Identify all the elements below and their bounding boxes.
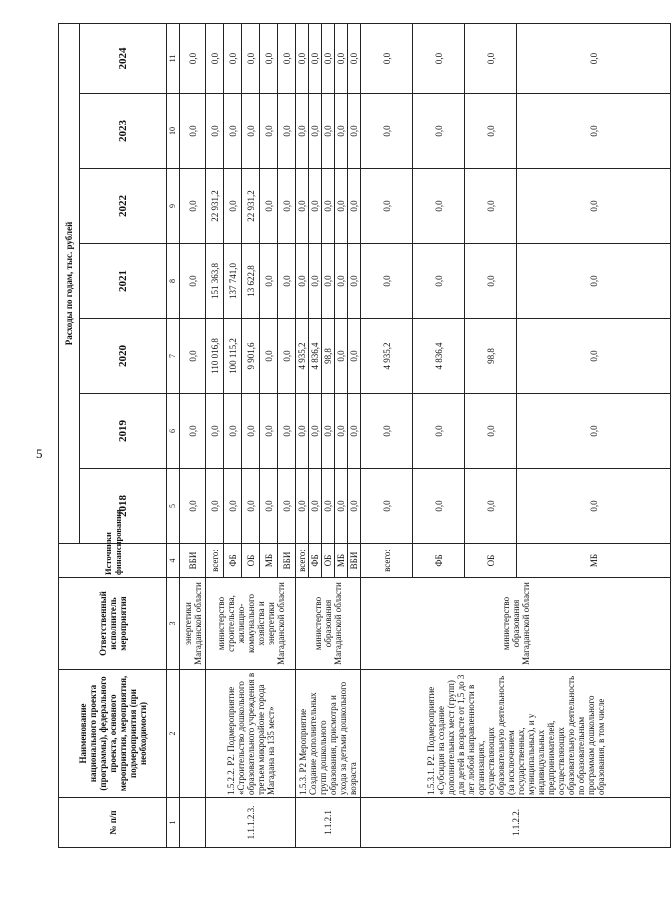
value-cell: 4 836,4	[413, 319, 465, 394]
value-cell: 0,0	[180, 169, 206, 244]
source-cell: ФБ	[309, 544, 322, 578]
value-cell: 0,0	[260, 23, 278, 93]
row-executor: энергетики Магаданской области	[180, 578, 206, 670]
source-cell: ОБ	[465, 544, 517, 578]
value-cell: 0,0	[260, 169, 278, 244]
value-cell: 0,0	[242, 469, 260, 544]
value-cell: 0,0	[348, 469, 361, 544]
value-cell: 0,0	[322, 23, 335, 93]
table-row	[206, 23, 224, 847]
value-cell: 0,0	[335, 94, 348, 169]
value-cell: 0,0	[335, 169, 348, 244]
value-cell: 0,0	[260, 394, 278, 469]
value-cell: 0,0	[348, 94, 361, 169]
source-cell: МБ	[335, 544, 348, 578]
source-cell: всего:	[296, 544, 309, 578]
value-cell: 13 622,8	[242, 244, 260, 319]
value-cell: 0,0	[296, 469, 309, 544]
header-name: Наименование национального проекта (программы), федерального проекта, основного мероприятия, мероприятия, подмероприятия (при необходимости)	[59, 670, 167, 798]
row-number: 1.1.2.1	[296, 798, 361, 848]
year-2019: 2019	[80, 394, 167, 469]
header-row	[59, 23, 80, 847]
source-cell: всего:	[361, 544, 413, 578]
value-cell: 0,0	[309, 94, 322, 169]
value-cell: 0,0	[309, 169, 322, 244]
value-cell: 0,0	[465, 244, 517, 319]
value-cell: 9 901,6	[242, 319, 260, 394]
row-number: 1.1.1.2.3.	[206, 798, 296, 848]
value-cell: 0,0	[517, 394, 671, 469]
value-cell: 0,0	[517, 244, 671, 319]
header-num: № п/п	[59, 798, 167, 848]
value-cell: 0,0	[206, 23, 224, 93]
col-number: 9	[167, 169, 180, 244]
value-cell: 0,0	[361, 394, 413, 469]
value-cell: 0,0	[361, 469, 413, 544]
col-number: 3	[167, 578, 180, 670]
col-number: 6	[167, 394, 180, 469]
col-number: 10	[167, 94, 180, 169]
col-number: 4	[167, 544, 180, 578]
year-2021: 2021	[80, 244, 167, 319]
col-number: 11	[167, 23, 180, 93]
value-cell: 0,0	[309, 469, 322, 544]
value-cell: 0,0	[413, 244, 465, 319]
value-cell: 0,0	[260, 94, 278, 169]
table-row	[180, 23, 206, 847]
value-cell: 0,0	[260, 319, 278, 394]
value-cell: 0,0	[348, 23, 361, 93]
col-number: 1	[167, 798, 180, 848]
value-cell: 0,0	[465, 469, 517, 544]
value-cell: 0,0	[465, 23, 517, 93]
value-cell: 0,0	[278, 394, 296, 469]
value-cell: 0,0	[348, 394, 361, 469]
value-cell: 0,0	[296, 23, 309, 93]
value-cell: 0,0	[348, 169, 361, 244]
source-cell: МБ	[517, 544, 671, 578]
value-cell: 0,0	[278, 469, 296, 544]
value-cell: 0,0	[309, 244, 322, 319]
budget-table	[58, 23, 671, 848]
year-2024: 2024	[80, 23, 167, 93]
source-cell: ФБ	[413, 544, 465, 578]
value-cell: 0,0	[322, 244, 335, 319]
value-cell: 4 935,2	[296, 319, 309, 394]
value-cell: 0,0	[309, 394, 322, 469]
year-2023: 2023	[80, 94, 167, 169]
value-cell: 0,0	[309, 23, 322, 93]
col-number: 5	[167, 469, 180, 544]
source-cell: ОБ	[322, 544, 335, 578]
value-cell: 0,0	[517, 94, 671, 169]
value-cell: 0,0	[465, 94, 517, 169]
row-executor: министерство образования Магаданской области	[296, 578, 361, 670]
value-cell: 0,0	[322, 469, 335, 544]
year-2018: 2018	[80, 469, 167, 544]
column-number-row	[167, 23, 180, 847]
value-cell: 0,0	[224, 469, 242, 544]
value-cell: 0,0	[322, 94, 335, 169]
value-cell: 0,0	[224, 23, 242, 93]
value-cell: 0,0	[413, 94, 465, 169]
row-name: 1.5.3. Р2 Мероприятие Создание дополнительных групп дошкольного образования, присмотра и ухода за детьми дошкольного возраста	[296, 670, 361, 798]
header-expenses: Расходы по годам, тыс. рублей	[59, 23, 80, 543]
source-cell: МБ	[260, 544, 278, 578]
table-row	[296, 23, 309, 847]
row-executor: министерство образования Магаданской области	[361, 578, 671, 670]
value-cell: 0,0	[180, 394, 206, 469]
value-cell: 0,0	[296, 94, 309, 169]
value-cell: 0,0	[180, 94, 206, 169]
value-cell: 0,0	[224, 394, 242, 469]
value-cell: 0,0	[517, 169, 671, 244]
page-number: 5	[36, 446, 43, 461]
value-cell: 0,0	[335, 394, 348, 469]
value-cell: 22 931,2	[242, 169, 260, 244]
value-cell: 0,0	[180, 319, 206, 394]
value-cell: 0,0	[413, 469, 465, 544]
value-cell: 0,0	[517, 469, 671, 544]
value-cell: 0,0	[206, 394, 224, 469]
value-cell: 0,0	[242, 94, 260, 169]
value-cell: 4 935,2	[361, 319, 413, 394]
source-cell: ВБИ	[180, 544, 206, 578]
row-number: 1.1.2.2.	[361, 798, 671, 848]
value-cell: 0,0	[224, 94, 242, 169]
value-cell: 0,0	[278, 319, 296, 394]
value-cell: 0,0	[224, 169, 242, 244]
value-cell: 98,8	[465, 319, 517, 394]
value-cell: 0,0	[242, 394, 260, 469]
value-cell: 0,0	[296, 394, 309, 469]
table-body	[180, 23, 671, 847]
year-2020: 2020	[80, 319, 167, 394]
value-cell: 0,0	[278, 169, 296, 244]
value-cell: 0,0	[296, 169, 309, 244]
row-name: 1.5.3.1. Р2. Подмероприятие «Субсидия на создание дополнительных мест (групп) для детей в возрасте от 1,5 до 3 лет любой направленности в организациях, осуществляющих образовательную деятельность (за исключением государственных, муниципальных), и у индивидуальных предпринимателей, осуществляющих образовательную деятельность по образовательным программам дошкольного образования, в том числе	[361, 670, 671, 798]
value-cell: 0,0	[180, 244, 206, 319]
value-cell: 0,0	[517, 319, 671, 394]
row-number	[180, 798, 206, 848]
value-cell: 151 363,8	[206, 244, 224, 319]
source-cell: всего:	[206, 544, 224, 578]
value-cell: 0,0	[278, 23, 296, 93]
value-cell: 0,0	[296, 244, 309, 319]
source-cell: ФБ	[224, 544, 242, 578]
value-cell: 137 741,0	[224, 244, 242, 319]
value-cell: 0,0	[180, 469, 206, 544]
value-cell: 0,0	[348, 244, 361, 319]
value-cell: 0,0	[260, 244, 278, 319]
value-cell: 100 115,2	[224, 319, 242, 394]
value-cell: 0,0	[278, 94, 296, 169]
value-cell: 0,0	[335, 244, 348, 319]
value-cell: 0,0	[206, 94, 224, 169]
rotated-table-wrapper	[58, 24, 634, 848]
value-cell: 0,0	[335, 23, 348, 93]
value-cell: 0,0	[278, 244, 296, 319]
value-cell: 0,0	[242, 23, 260, 93]
value-cell: 0,0	[413, 169, 465, 244]
value-cell: 0,0	[413, 23, 465, 93]
value-cell: 0,0	[335, 319, 348, 394]
value-cell: 0,0	[335, 469, 348, 544]
value-cell: 0,0	[260, 469, 278, 544]
value-cell: 98,8	[322, 319, 335, 394]
value-cell: 0,0	[322, 169, 335, 244]
year-2022: 2022	[80, 169, 167, 244]
value-cell: 0,0	[465, 394, 517, 469]
value-cell: 22 931,2	[206, 169, 224, 244]
value-cell: 0,0	[517, 23, 671, 93]
value-cell: 0,0	[361, 94, 413, 169]
value-cell: 0,0	[361, 244, 413, 319]
value-cell: 0,0	[413, 394, 465, 469]
header-source: Источники финансирования	[59, 544, 167, 578]
row-executor: министерство строительства, жилищно-коммунального хозяйства и энергетики Магаданской области	[206, 578, 296, 670]
value-cell: 0,0	[322, 394, 335, 469]
header-executor: Ответственный исполнитель мероприятия	[59, 578, 167, 670]
value-cell: 0,0	[348, 319, 361, 394]
value-cell: 0,0	[361, 23, 413, 93]
row-name: 1.5.2.2. Р2. Подмероприятие «Строительство дошкольного образовательного учреждения в третьем микрорайоне города Магадана на 135 мест»	[206, 670, 296, 798]
source-cell: ОБ	[242, 544, 260, 578]
value-cell: 0,0	[361, 169, 413, 244]
source-cell: ВБИ	[278, 544, 296, 578]
col-number: 7	[167, 319, 180, 394]
col-number: 2	[167, 670, 180, 798]
value-cell: 4 836,4	[309, 319, 322, 394]
value-cell: 0,0	[465, 169, 517, 244]
value-cell: 0,0	[180, 23, 206, 93]
col-number: 8	[167, 244, 180, 319]
source-cell: ВБИ	[348, 544, 361, 578]
value-cell: 0,0	[206, 469, 224, 544]
table-row	[361, 23, 413, 847]
value-cell: 110 016,8	[206, 319, 224, 394]
row-name	[180, 670, 206, 798]
